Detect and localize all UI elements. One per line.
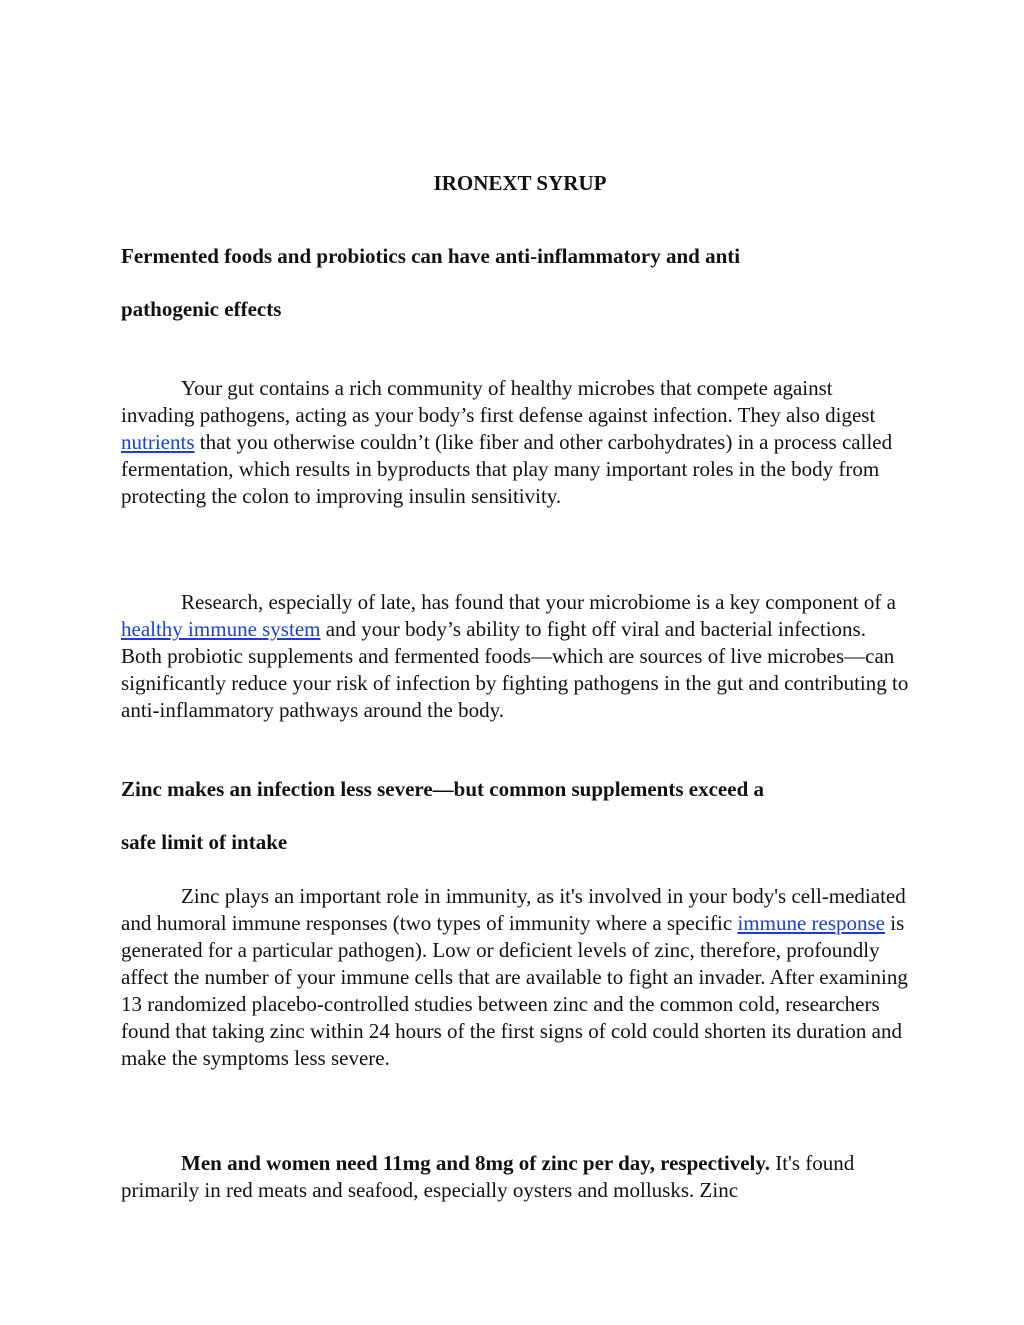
immune-response-link[interactable]: immune response bbox=[737, 911, 885, 935]
paragraph-text: Zinc plays an important role in immunity, as it's involved in your body's cell-mediated and humoral immune responses (two types of immunity where a specific bbox=[121, 884, 906, 935]
paragraph-text: is generated for a particular pathogen). Low or deficient levels of zinc, therefore, profoundly affect the number of your immune cells that are available to fight an invader. After examining 13 randomized placebo-controlled studies between zinc and the common cold, researchers found that taking zinc within 24 hours of the first signs of cold could shorten its duration and make the symptoms less severe. bbox=[121, 911, 908, 1070]
paragraph-gut-microbes bbox=[121, 375, 911, 510]
section-heading-fermented-line1: Fermented foods and probiotics can have anti-inflammatory and anti bbox=[121, 244, 741, 268]
nutrients-link[interactable]: nutrients bbox=[121, 430, 195, 454]
paragraph-text: Research, especially of late, has found that your microbiome is a key component of a bbox=[181, 590, 896, 614]
healthy-immune-system-link[interactable]: healthy immune system bbox=[121, 617, 321, 641]
section-heading-zinc-line1: Zinc makes an infection less severe—but common supplements exceed a bbox=[121, 777, 764, 801]
paragraph-text: and your body’s ability to fight off viral and bacterial infections. Both probiotic supplements and fermented foods—which are sources of live microbes—can significantly reduce your risk of infection by fighting pathogens in the gut and contributing to anti-inflammatory pathways around the body. bbox=[121, 617, 909, 722]
document-title: IRONEXT SYRUP bbox=[433, 171, 607, 195]
paragraph-bold-lead: Men and women need 11mg and 8mg of zinc per day, respectively. bbox=[181, 1151, 770, 1175]
paragraph-text: It's found primarily in red meats and seafood, especially oysters and mollusks. Zinc bbox=[121, 1151, 855, 1202]
section-heading-fermented-line2: pathogenic effects bbox=[121, 297, 282, 321]
paragraph-text: that you otherwise couldn’t (like fiber and other carbohydrates) in a process called fermentation, which results in byproducts that play many important roles in the body from protecting the colon to improving insulin sensitivity. bbox=[121, 430, 893, 508]
paragraph-zinc-immunity bbox=[121, 883, 911, 1072]
paragraph-zinc-intake bbox=[121, 1150, 911, 1204]
paragraph-text: Your gut contains a rich community of healthy microbes that compete against invading pathogens, acting as your body’s first defense against infection. They also digest bbox=[121, 376, 876, 427]
paragraph-microbiome-research bbox=[121, 589, 911, 724]
section-heading-zinc-line2: safe limit of intake bbox=[121, 830, 288, 854]
